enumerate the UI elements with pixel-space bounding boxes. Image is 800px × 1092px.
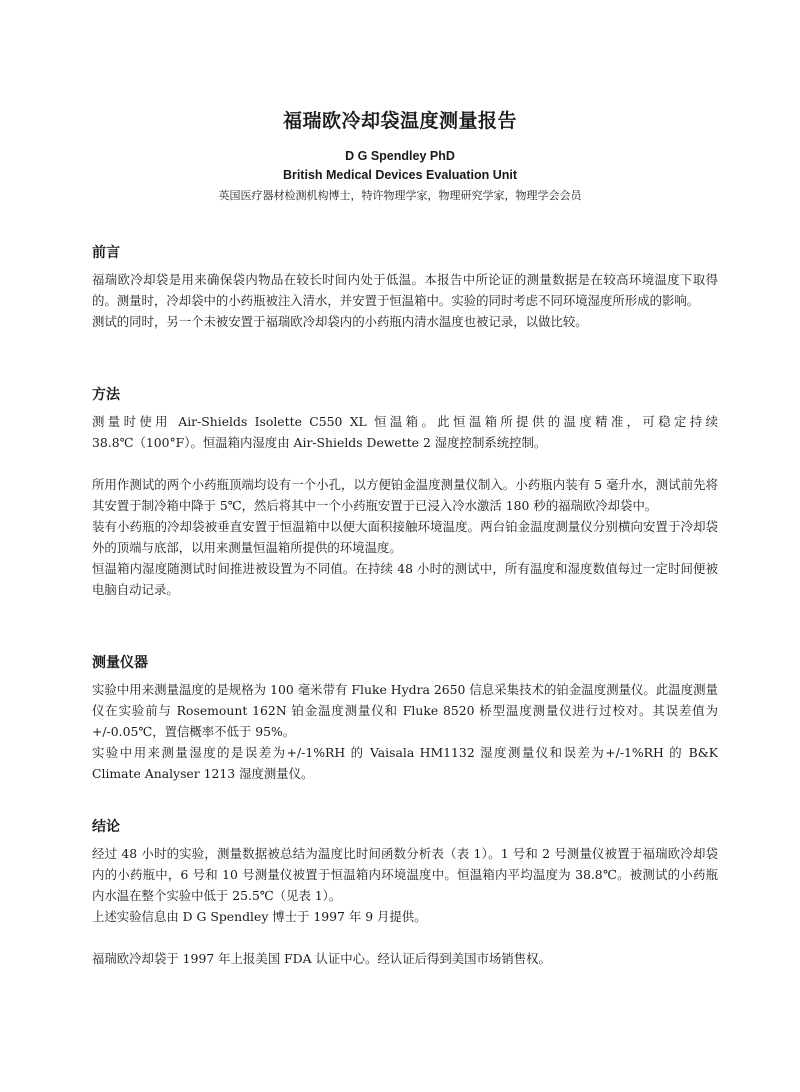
paragraph: 福瑞欧冷却袋是用来确保袋内物品在较长时间内处于低温。本报告中所论证的测量数据是在较高环境温度下取得的。测量时，冷却袋中的小药瓶被注入清水，并安置于恒温箱中。实验的同时考虑不同环境湿度所形成的影响。 (92, 272, 718, 308)
section-instruments (92, 653, 718, 784)
paragraph: 测量时使用 Air-Shields Isolette C550 XL 恒温箱。此恒温箱所提供的温度精准，可稳定持续 38.8℃（100°F）。恒温箱内湿度由 Air-Shields Dewette 2 湿度控制系统控制。 (92, 414, 718, 450)
section-heading: 方法 (92, 387, 120, 403)
report-title: 福瑞欧冷却袋温度测量报告 (282, 110, 517, 132)
paragraph: 所用作测试的两个小药瓶顶端均设有一个小孔，以方便铂金温度测量仪制入。小药瓶内装有 5 毫升水，测试前先将其安置于制冷箱中降于 5℃，然后将其中一个小药瓶安置于已浸入冷水激活 180 秒的福瑞欧冷却袋中。 (92, 477, 718, 513)
author-credentials: 英国医疗器材检测机构博士，特许物理学家，物理研究学家，物理学会会员 (218, 189, 582, 202)
section-heading: 测量仪器 (92, 655, 148, 671)
paragraph: 福瑞欧冷却袋于 1997 年上报美国 FDA 认证中心。经认证后得到美国市场销售权。 (92, 951, 551, 966)
section-heading: 前言 (92, 245, 120, 261)
section-preface (92, 243, 718, 332)
paragraph: 经过 48 小时的实验，测量数据被总结为温度比时间函数分析表（表 1）。1 号和 2 号测量仪被置于福瑞欧冷却袋内的小药瓶中，6 号和 10 号测量仪被置于恒温箱内环境温度中。恒温箱内平均温度为 38.8℃。被测试的小药瓶内水温在整个实验中低于 25.5℃（见表 1）。 (92, 846, 718, 903)
author-affiliation: British Medical Devices Evaluation Unit (282, 168, 518, 182)
paragraph: 上述实验信息由 D G Spendley 博士于 1997 年 9 月提供。 (92, 909, 427, 924)
paragraph: 恒温箱内湿度随测试时间推进被设置为不同值。在持续 48 小时的测试中，所有温度和湿度数值每过一定时间便被电脑自动记录。 (92, 561, 718, 597)
paragraph: 测试的同时，另一个未被安置于福瑞欧冷却袋内的小药瓶内清水温度也被记录，以做比较。 (92, 314, 588, 329)
author-name: D G Spendley PhD (345, 149, 455, 163)
paragraph: 装有小药瓶的冷却袋被垂直安置于恒温箱中以便大面积接触环境温度。两台铂金温度测量仪分别横向安置于冷却袋外的顶端与底部，以用来测量恒温箱所提供的环境温度。 (92, 519, 718, 555)
paragraph: 实验中用来测量湿度的是误差为+/-1%RH 的 Vaisala HM1132 湿度测量仪和误差为+/-1%RH 的 B&K Climate Analyser 1213 湿度测量仪。 (92, 745, 718, 781)
section-heading: 结论 (92, 819, 120, 835)
section-method (92, 385, 718, 600)
section-conclusion (92, 817, 718, 969)
paragraph: 实验中用来测量温度的是规格为 100 毫米带有 Fluke Hydra 2650 信息采集技术的铂金温度测量仪。此温度测量仪在实验前与 Rosemount 162N 铂金温度测量仪和 Fluke 8520 桥型温度测量仪进行过校对。其误差值为+/-0.05℃，置信概率不低于 95%。 (92, 682, 718, 739)
